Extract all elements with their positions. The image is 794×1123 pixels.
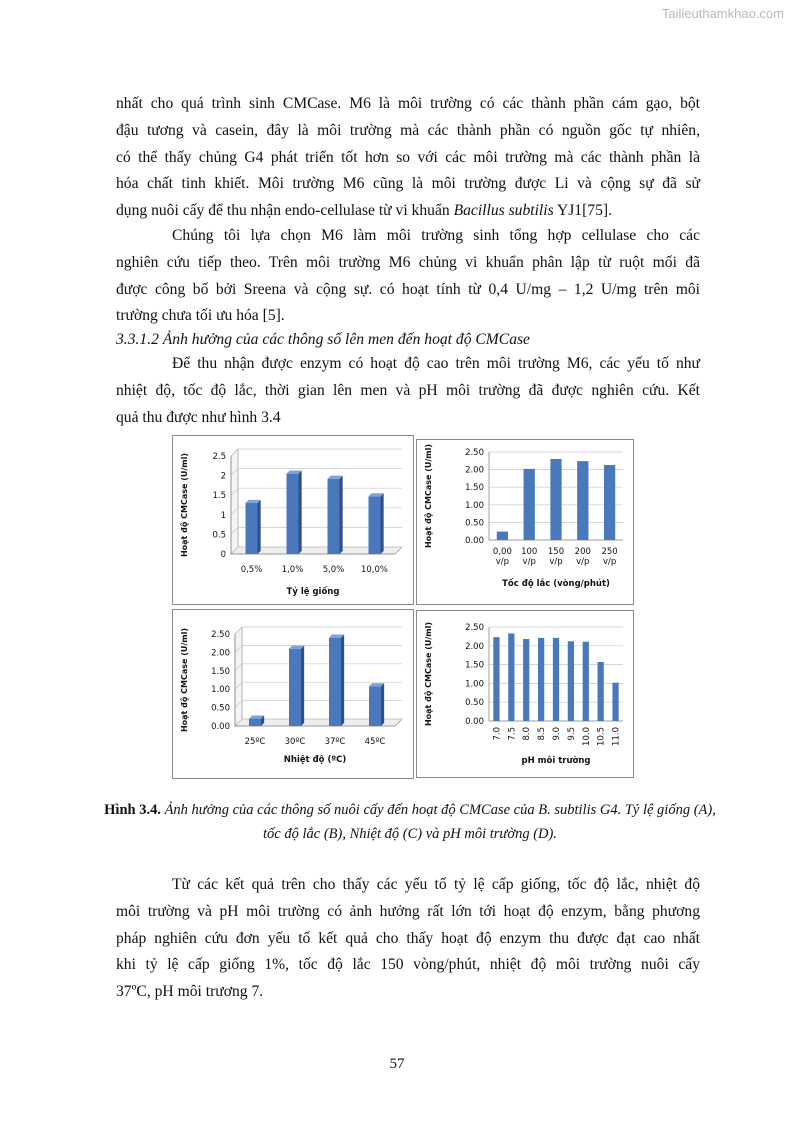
chart-side-wall [231,449,238,554]
text-line: hóa chất tinh khiết. Môi trường M6 cũng là môi trường được Li và cộng sự đã sử [116,175,700,193]
figure-caption [100,798,720,846]
bar [369,686,381,726]
bar-side [340,476,343,554]
x-tick-label: 7.5 [507,727,518,741]
x-tick-label: 250 [601,547,618,557]
y-tick-label: 2.50 [465,623,484,633]
chart-panel-c [172,609,414,779]
y-tick-label: 2 [220,471,226,482]
bar [577,461,588,540]
x-tick-label: 1,0% [281,565,304,575]
text-line: khi tỷ lệ cấp giống 1%, tốc độ lắc 150 vòng/phút, nhiệt độ môi trường nuôi cấy [116,956,700,974]
text-line: đậu tương và casein, đây là môi trường mà các thành phần có nguồn gốc tự nhiên, [116,121,700,139]
y-tick-label: 0.00 [465,717,484,727]
paragraph-3 [116,351,700,431]
text-line: Chúng tôi lựa chọn M6 làm môi trường sinh tổng hợp cellulase cho các [172,227,700,244]
bar [538,638,544,721]
x-tick-label: 8.0 [522,727,533,741]
chart-c-svg [173,610,413,778]
bar-side [381,683,384,726]
y-tick-label: 2.00 [211,648,230,659]
y-tick-label: 1.5 [212,491,226,502]
chart-b-svg [417,440,633,604]
x-tick-label: v/p [522,557,536,567]
y-tick-label: 1.00 [465,500,484,511]
bar-side [381,493,384,554]
x-tick-label: 150 [547,547,565,557]
bar [583,642,589,721]
y-tick-label: 0.50 [211,703,230,714]
x-tick-label: 5,0% [322,565,345,575]
species-name: Bacillus subtilis [453,202,554,220]
y-tick-label: 1.00 [465,679,484,690]
chart-side-wall [235,627,242,726]
text-line: pháp nghiên cứu đơn yếu tố kết quả cho thấy hoạt độ enzym thu được đạt cao nhất [116,929,700,947]
y-tick-label: 1.50 [211,666,230,677]
x-axis-label: Tỷ lệ giống [286,587,340,597]
x-axis-label: pH môi trường [521,756,591,766]
x-tick-label: 0,00 [492,547,512,557]
page-number: 57 [389,1056,405,1072]
bar [249,719,261,726]
x-tick-label: 9.0 [552,727,562,741]
y-tick-label: 0.00 [211,722,230,732]
bar-side [341,635,344,726]
x-tick-label: 10,0% [360,565,389,575]
bar-side [301,646,304,726]
bar [369,496,381,554]
text-line: có thể thấy chủng G4 phát triển tốt hơn so với các môi trường mà các thành phần là [116,148,700,166]
y-tick-label: 0.00 [465,536,484,546]
x-tick-label: 10.0 [581,727,592,746]
figure-caption-text: Ảnh hưởng của các thông số nuôi cấy đến hoạt độ CMCase của B. subtilis G4. Tỷ lệ giống (A), tốc độ lắc (B), Nhiệt độ (C) và pH môi trường (D). [160,802,716,842]
y-axis-label: Hoạt độ CMCase (U/ml) [180,627,189,733]
y-tick-label: 2.50 [465,448,484,458]
x-axis-label: Tốc độ lắc (vòng/phút) [502,579,610,589]
y-tick-label: 2.50 [211,630,230,640]
x-tick-label: 11.0 [611,727,622,746]
text-line: Để thu nhận được enzym có hoạt độ cao trên môi trường M6, các yếu tố như [172,355,700,372]
section-heading: 3.3.1.2 Ảnh hưởng của các thông số lên men đến hoạt độ CMCase [116,331,530,348]
text-line: trường chưa tối ưu hóa [5]. [116,307,285,325]
bar [328,479,340,554]
text-line [116,198,700,225]
bar [497,532,508,540]
text-segment: dụng nuôi cấy để thu nhận endo-cellulase từ vi khuẩn [116,202,454,220]
paragraph-1 [116,91,700,225]
x-tick-label: 25ºC [244,737,266,747]
bar [508,633,514,721]
bar [568,641,574,721]
y-tick-label: 0.50 [465,518,484,529]
paragraph-4 [116,872,700,1006]
x-tick-label: v/p [495,557,510,567]
bar [598,662,604,721]
bar [289,649,301,726]
y-tick-label: 1 [220,510,226,521]
x-tick-label: 100 [521,547,538,557]
y-axis-label: Hoạt độ CMCase (U/ml) [424,443,433,549]
bar [287,474,299,554]
text-line: nhiệt độ, tốc độ lắc, thời gian lên men và pH môi trường đã được nghiên cứu. Kết [116,381,700,399]
y-tick-label: 2.00 [465,465,484,476]
watermark: Tailieuthamkhao.com [661,6,784,21]
bar [246,503,258,554]
text-line: nhất cho quá trình sinh CMCase. M6 là môi trường có các thành phần cám gạo, bột [116,95,700,112]
x-tick-label: 10.5 [596,727,607,746]
chart-panel-d [416,610,634,778]
chart-d-svg [417,611,633,777]
bar [329,638,341,726]
y-tick-label: 1.00 [211,685,230,696]
x-tick-label: 45ºC [364,737,386,747]
text-line: Từ các kết quả trên cho thấy các yếu tố tỷ lệ cấp giống, tốc độ lắc, nhiệt độ [172,876,700,893]
y-tick-label: 0.50 [465,698,484,709]
x-tick-label: 9.5 [566,727,577,741]
y-tick-label: 2.5 [212,452,226,462]
chart-a-svg [173,436,413,604]
bar [523,639,529,721]
paragraph-2 [116,223,700,330]
x-tick-label: 0,5% [240,565,263,575]
y-tick-label: 0.5 [212,530,226,541]
text-line: 37ºC, pH môi trương 7. [116,983,264,1001]
text-line: môi trường và pH môi trường có ảnh hưởng rất lớn tới hoạt độ enzym, bằng phương [116,902,700,920]
x-tick-label: v/p [549,557,563,567]
x-tick-label: 8.5 [537,727,548,741]
x-tick-label: 7.0 [492,727,503,741]
chart-panel-b [416,439,634,605]
figure-caption-label: Hình 3.4. [104,802,161,818]
bar [524,469,535,540]
bar [604,465,615,540]
y-tick-label: 1.50 [465,660,484,671]
bar-side [299,470,302,554]
bar [493,637,499,721]
chart-panel-a [172,435,414,605]
x-tick-label: v/p [602,557,617,567]
y-axis-label: Hoạt độ CMCase (U/ml) [424,621,433,727]
text-line: được công bố bởi Sreena và cộng sự. có hoạt tính từ 0,4 U/mg – 1,2 U/mg trên môi [116,280,700,298]
bar [612,683,618,721]
y-tick-label: 0 [220,550,226,560]
text-segment: YJ1[75]. [553,202,612,220]
text-line: quả thu được như hình 3.4 [116,408,281,426]
x-axis-label: Nhiệt độ (ºC) [283,755,347,765]
y-tick-label: 2.00 [465,641,484,652]
x-tick-label: v/p [576,557,590,567]
text-line: nghiên cứu tiếp theo. Trên môi trường M6 chủng vi khuẩn phân lập từ ruột mối đã [116,253,700,271]
x-tick-label: 37ºC [324,737,346,747]
bar [553,638,559,721]
x-tick-label: 30ºC [284,737,306,747]
y-tick-label: 1.50 [465,483,484,494]
bar-side [258,500,261,554]
bar [550,459,561,540]
x-tick-label: 200 [574,547,591,557]
y-axis-label: Hoạt độ CMCase (U/ml) [180,452,189,558]
